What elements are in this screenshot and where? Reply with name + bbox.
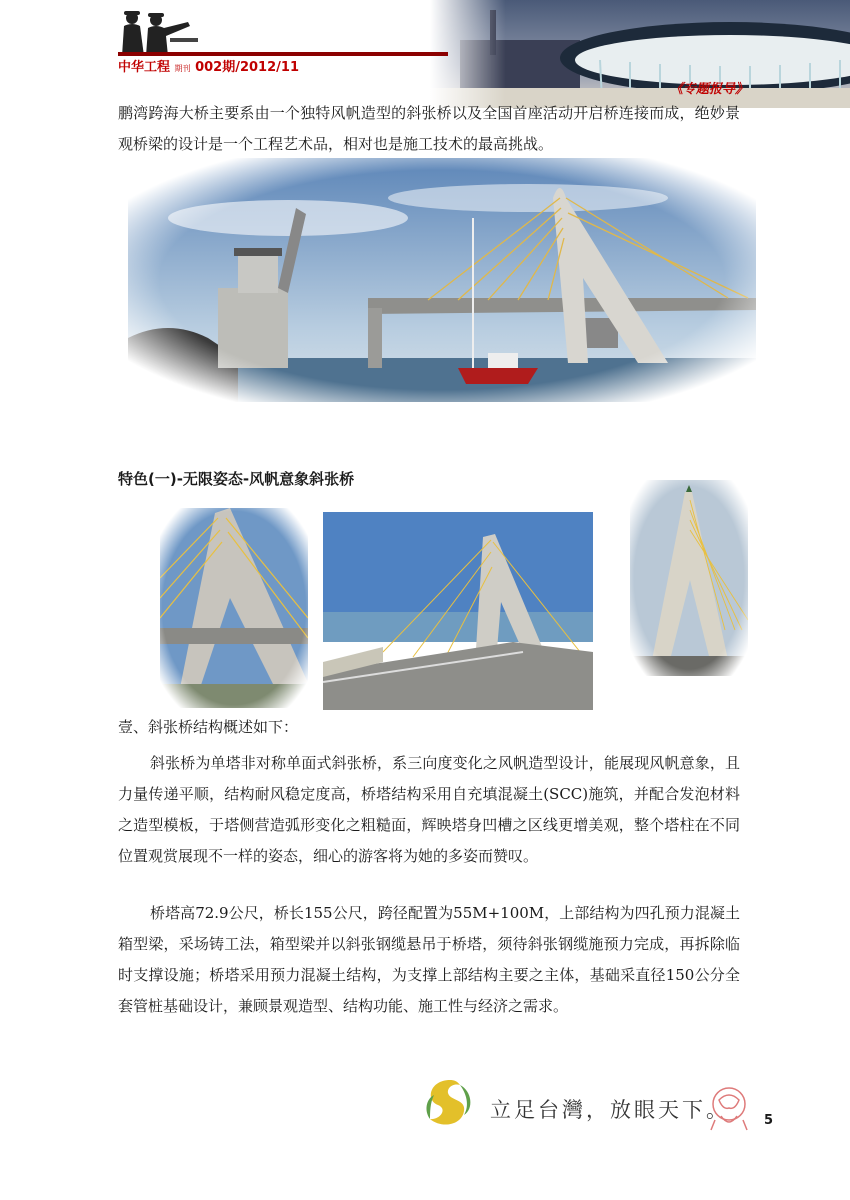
pylon-front-photo: [630, 480, 748, 676]
structure-paragraph-2: 桥塔高72.9公尺，桥长155公尺，跨径配置为55M+100M，上部结构为四孔预力混凝土箱型梁，采场铸工法，箱型梁并以斜张钢缆悬吊于桥塔，须待斜张钢缆施预力完成，再拆除临时支撑设施；桥塔采用预力混凝土结构，为支撑上部结构主要之主体，基础采直径150公分全套管桩基础设计，兼顾景观造型、结构功能、施工性与经济之需求。: [118, 904, 740, 1015]
footer-slogan: 立足台灣，放眼天下。: [490, 1098, 730, 1122]
magazine-issue-title: [118, 56, 299, 75]
issue-number: 002期/2012/11: [195, 60, 299, 75]
intro-paragraph: 鹏湾跨海大桥主要系由一个独特风帆造型的斜张桥以及全国首座活动开启桥连接而成，绝妙景观桥梁的设计是一个工程艺术品，相对也是施工技术的最高挑战。: [118, 104, 740, 153]
issue-prefix: 期刊: [174, 64, 191, 73]
feature-heading: 特色(一)-无限姿态-风帆意象斜张桥: [118, 470, 355, 488]
header-banner-image: [430, 0, 850, 108]
section-heading: 壹、斜张桥结构概述如下：: [118, 718, 299, 736]
magazine-name: 中华工程: [118, 60, 171, 75]
bridge-road-photo: [323, 512, 593, 710]
workers-silhouette-icon: [118, 8, 198, 56]
structure-paragraph-1: 斜张桥为单塔非对称单面式斜张桥，系三向度变化之风帆造型设计，能展现风帆意象，且力量传递平顺，结构耐风稳定度高，桥塔结构采用自充填混凝土(SCC)施筑，并配合发泡材料之造型模板，于塔侧营造弧形变化之粗糙面，辉映塔身凹槽之区线更增美观，整个塔柱在不同位置观赏展现不一样的姿态，细心的游客将为她的多姿而赞叹。: [118, 754, 740, 865]
bridge-main-photo: [128, 158, 756, 402]
pylon-closeup-photo: [160, 508, 308, 708]
company-logo-icon: [420, 1075, 480, 1133]
seal-stamp-icon: [705, 1080, 753, 1134]
page-number: 5: [764, 1113, 774, 1128]
section-badge: 《专题报导》: [670, 82, 749, 97]
